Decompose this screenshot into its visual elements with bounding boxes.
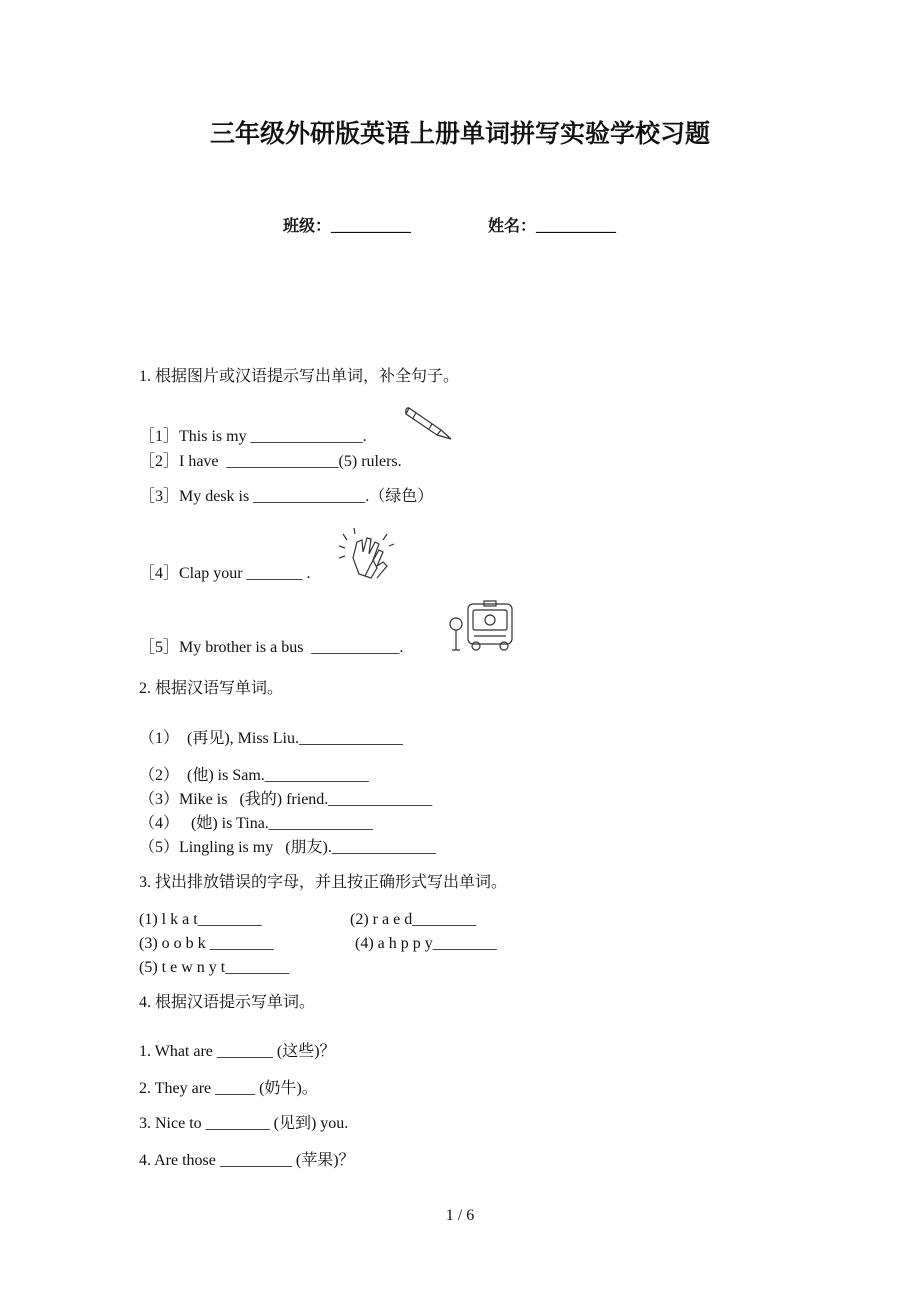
section4-heading: 4. 根据汉语提示写单词。 xyxy=(139,994,316,1011)
s3-item-5[interactable]: (5) t e w n y t________ xyxy=(139,959,290,976)
clapping-hands-icon xyxy=(337,528,395,582)
page-title: 三年级外研版英语上册单词拼写实验学校习题 xyxy=(209,121,710,148)
s1-item-3[interactable]: ［3］My desk is ______________.（绿色） xyxy=(139,488,434,505)
section3-heading: 3. 找出排放错误的字母，并且按正确形式写出单词。 xyxy=(139,874,508,891)
s2-item-1[interactable]: （1） (再见), Miss Liu._____________ xyxy=(139,730,404,747)
s1-item-5[interactable]: ［5］My brother is a bus ___________. xyxy=(139,639,404,656)
section1-heading: 1. 根据图片或汉语提示写出单词，补全句子。 xyxy=(139,368,460,385)
s4-item-4[interactable]: 4. Are those _________ (苹果)？ xyxy=(139,1152,355,1169)
s3-item-2[interactable]: (2) r a e d________ xyxy=(350,911,477,928)
s3-item-3[interactable]: (3) o o b k ________ xyxy=(139,935,274,952)
s2-item-4[interactable]: （4） (她) is Tina._____________ xyxy=(139,815,373,832)
section2-heading: 2. 根据汉语写单词。 xyxy=(139,680,284,697)
s4-item-3[interactable]: 3. Nice to ________ (见到) you. xyxy=(139,1115,349,1132)
pen-icon xyxy=(404,404,456,444)
s1-item-4[interactable]: ［4］Clap your _______ . xyxy=(139,565,311,582)
s1-item-2[interactable]: ［2］I have ______________(5) rulers. xyxy=(139,453,402,470)
page-number: 1 / 6 xyxy=(445,1207,475,1224)
s4-item-1[interactable]: 1. What are _______ (这些)？ xyxy=(139,1043,336,1060)
s2-item-3[interactable]: （3）Mike is (我的) friend._____________ xyxy=(139,791,433,808)
name-field[interactable]: 姓名：__________ xyxy=(488,218,617,235)
s3-item-4[interactable]: (4) a h p p y________ xyxy=(355,935,497,952)
s2-item-2[interactable]: （2） (他) is Sam._____________ xyxy=(139,767,369,784)
s4-item-2[interactable]: 2. They are _____ (奶牛)。 xyxy=(139,1080,318,1097)
s1-item-1[interactable]: ［1］This is my ______________. xyxy=(139,428,367,445)
bus-icon xyxy=(446,600,516,654)
s2-item-5[interactable]: （5）Lingling is my (朋友)._____________ xyxy=(139,839,436,856)
s3-item-1[interactable]: (1) l k a t________ xyxy=(139,911,262,928)
class-field[interactable]: 班级：__________ xyxy=(283,218,412,235)
